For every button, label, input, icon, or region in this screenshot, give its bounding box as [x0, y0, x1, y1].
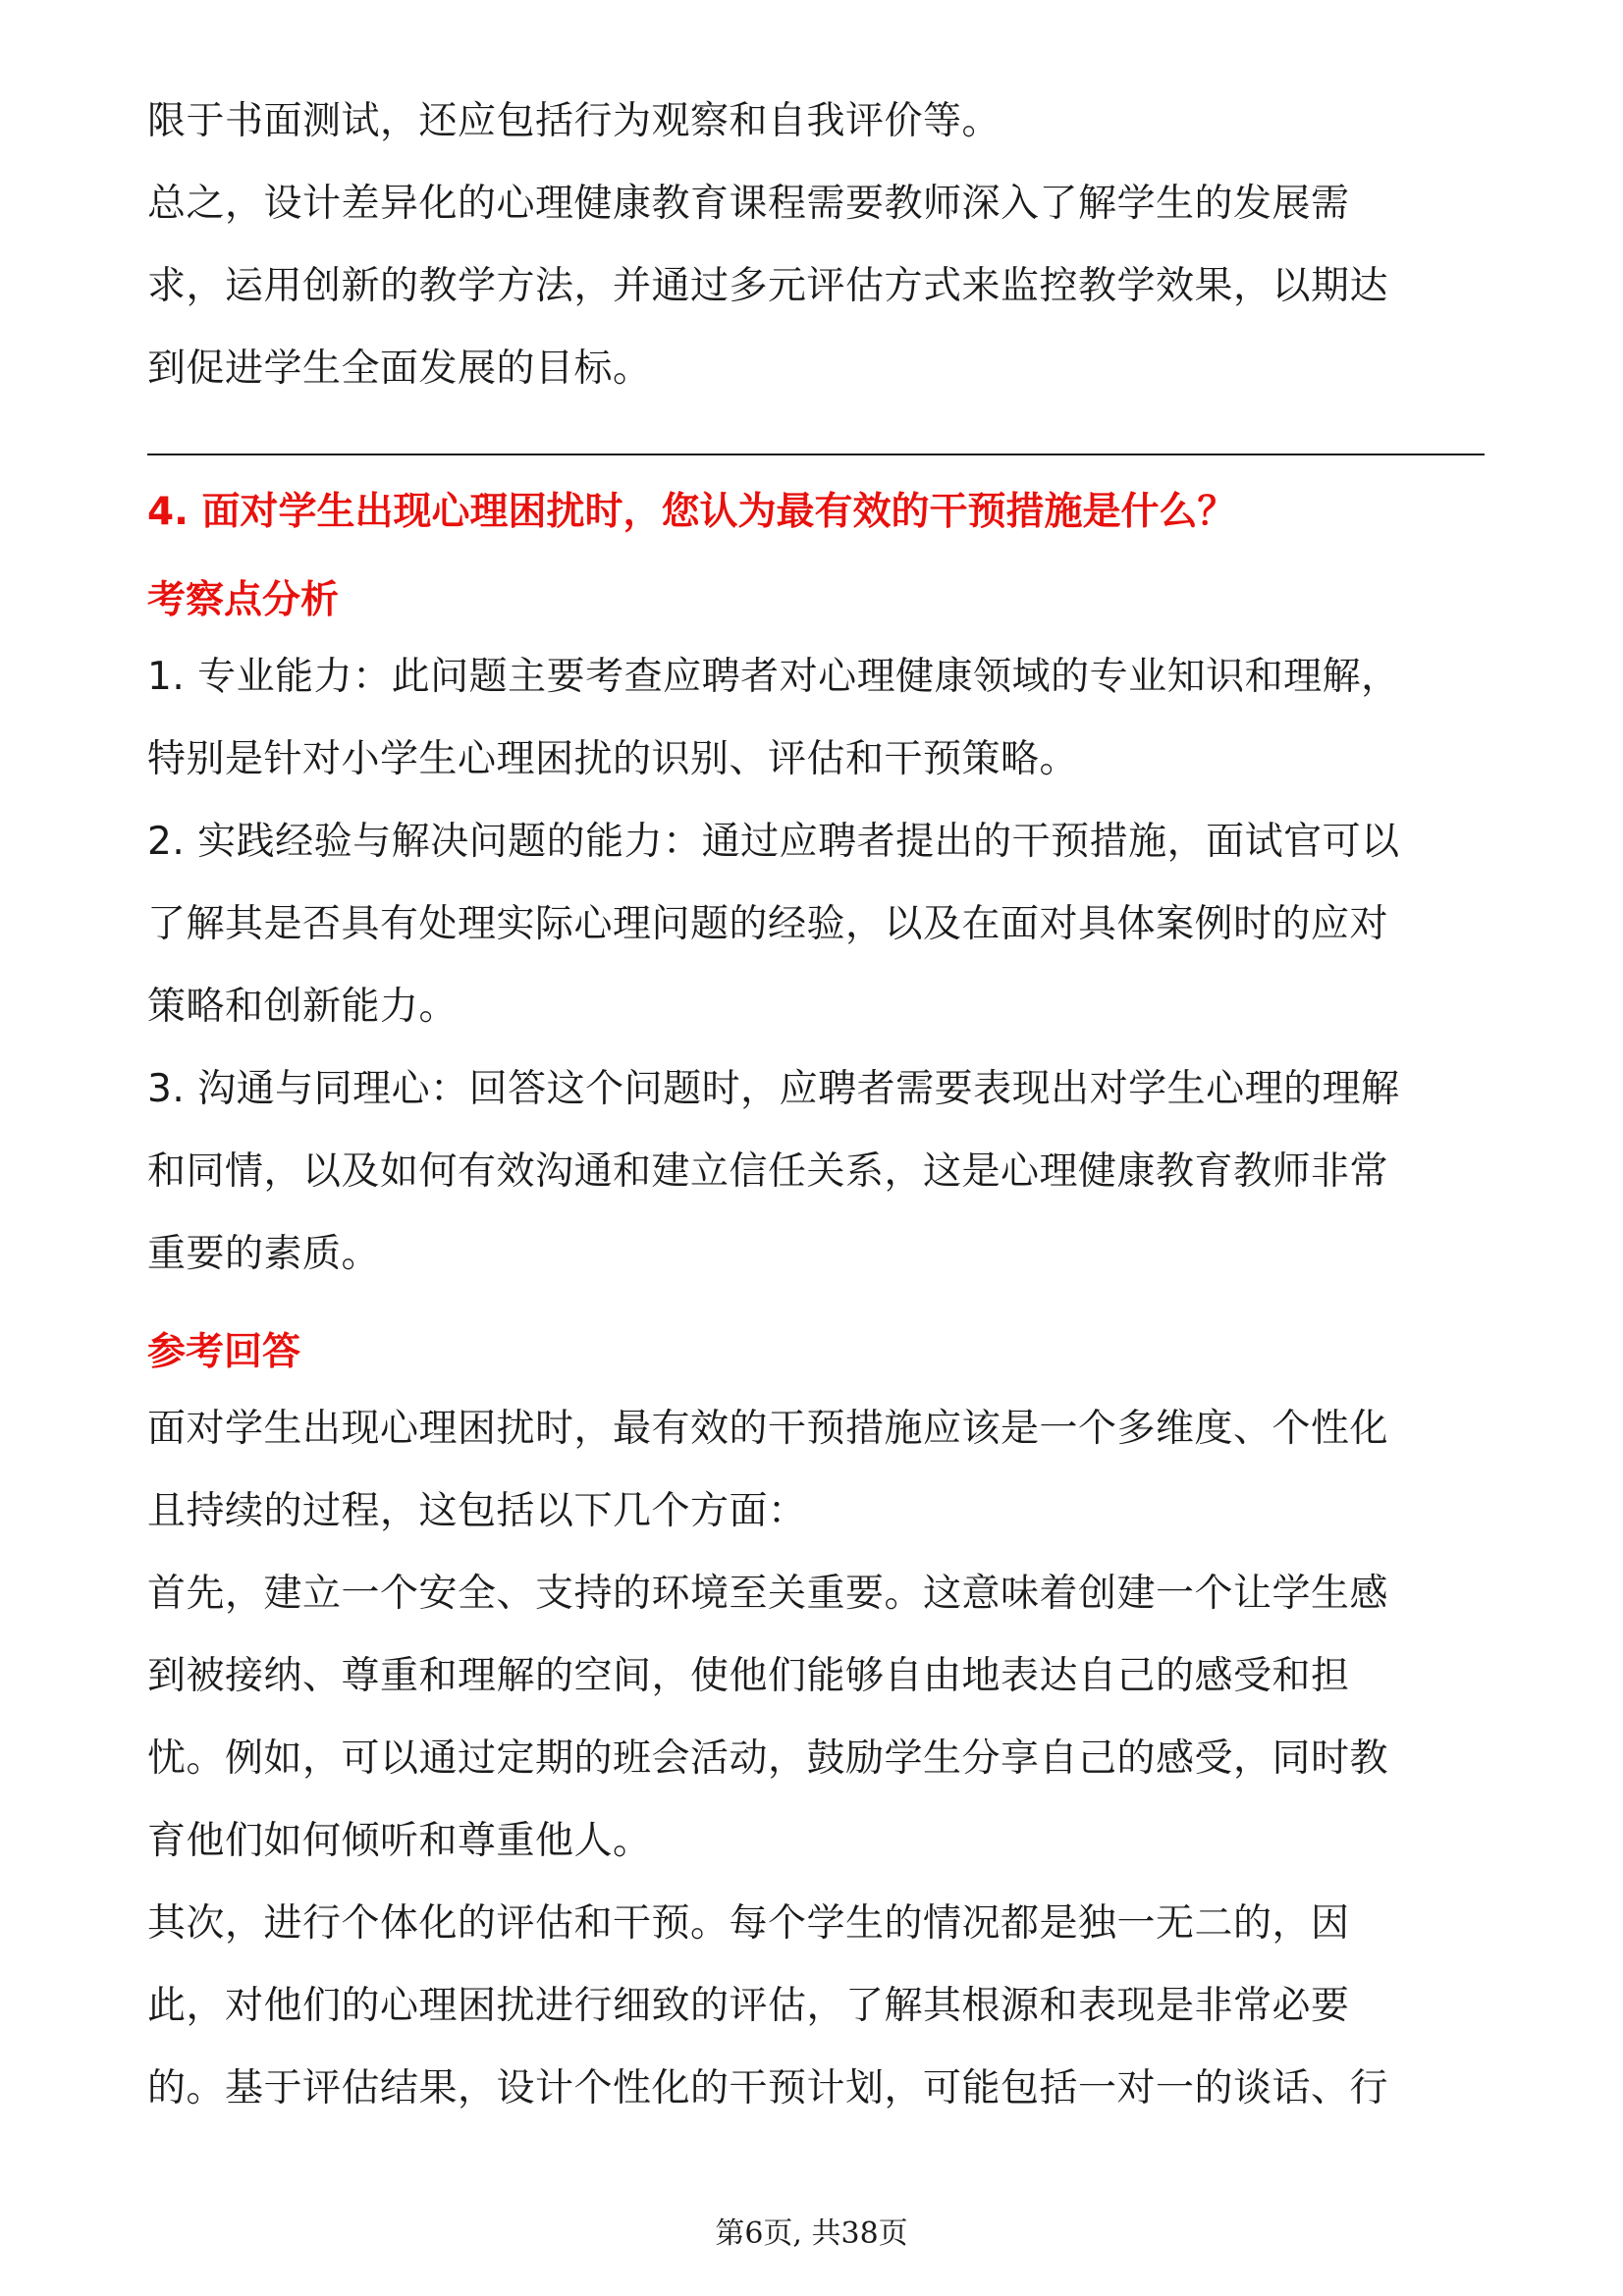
page-footer: 第6页, 共38页 [715, 2216, 908, 2251]
answer-paragraph-1: 面对学生出现心理困扰时，最有效的干预措施应该是一个多维度、个性化 且持续的过程，这包括以下几个方面： [147, 1407, 1389, 1533]
analysis-point-2: 2. 实践经验与解决问题的能力：通过应聘者提出的干预措施，面试官可以 了解其是否具有处理实际心理问题的经验，以及在面对具体案例时的应对 策略和创新能力。 [147, 820, 1400, 1029]
page-content [147, 80, 1483, 2130]
answer-heading: 参考回答 [147, 1330, 301, 1374]
question-title: 4. 面对学生出现心理困扰时，您认为最有效的干预措施是什么？ [147, 490, 1236, 534]
analysis-point-3: 3. 沟通与同理心：回答这个问题时，应聘者需要表现出对学生心理的理解 和同情，以及如何有效沟通和建立信任关系，这是心理健康教育教师非常 重要的素质。 [147, 1067, 1400, 1276]
answer-paragraph-3: 其次，进行个体化的评估和干预。每个学生的情况都是独一无二的，因 此，对他们的心理困扰进行细致的评估，了解其根源和表现是非常必要 的。基于评估结果，设计个性化的干预计划，可能包括一对一的谈话、行 [147, 1901, 1389, 2110]
section-divider [147, 454, 1485, 455]
analysis-heading: 考察点分析 [147, 578, 340, 622]
intro-paragraph-1: 限于书面测试，还应包括行为观察和自我评价等。 [147, 99, 1001, 143]
intro-paragraph-2: 总之，设计差异化的心理健康教育课程需要教师深入了解学生的发展需 求，运用创新的教学方法，并通过多元评估方式来监控教学效果，以期达 到促进学生全面发展的目标。 [147, 182, 1389, 391]
analysis-point-1: 1. 专业能力：此问题主要考查应聘者对心理健康领域的专业知识和理解， 特别是针对小学生心理困扰的识别、评估和干预策略。 [147, 655, 1400, 781]
answer-paragraph-2: 首先，建立一个安全、支持的环境至关重要。这意味着创建一个让学生感 到被接纳、尊重和理解的空间，使他们能够自由地表达自己的感受和担 忧。例如，可以通过定期的班会活动，鼓励学生分享自己的感受，同时教 育他们如何倾听和尊重他人。 [147, 1572, 1389, 1863]
